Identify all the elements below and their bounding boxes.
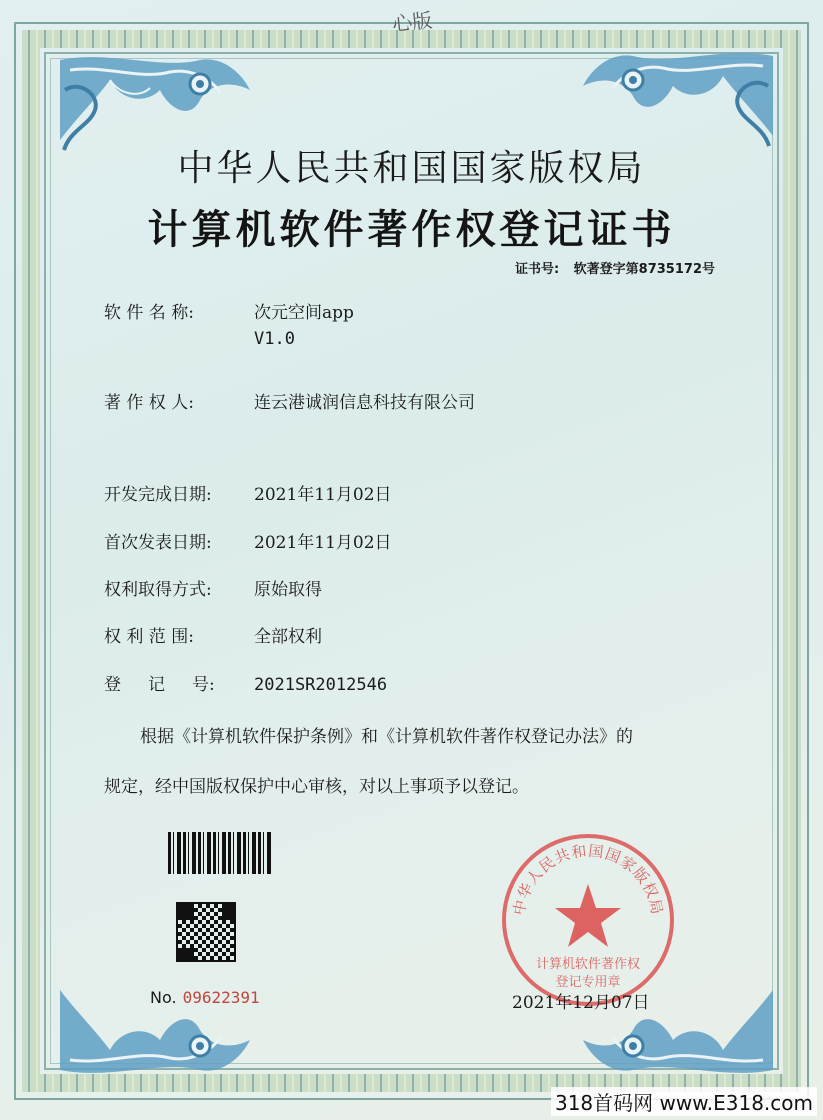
field-development-date — [104, 482, 392, 508]
field-value: 全部权利 — [254, 627, 322, 647]
site-watermark: 318首码网 www.E318.com — [551, 1087, 817, 1116]
field-label: 软 件 名 称: — [104, 303, 194, 323]
field-label: 著 作 权 人: — [104, 393, 194, 413]
issuer-title: 中华人民共和国国家版权局 — [177, 148, 646, 189]
field-registration-number — [104, 672, 387, 698]
issue-date: 2021年12月07日 — [512, 993, 650, 1013]
software-version: V1.0 — [254, 329, 295, 349]
field-label: 开发完成日期: — [104, 485, 212, 505]
field-acquisition-method — [104, 577, 322, 603]
barcode — [168, 832, 272, 874]
field-label: 权利取得方式: — [104, 580, 212, 600]
field-value — [254, 300, 354, 352]
field-label: 权 利 范 围: — [104, 627, 194, 647]
field-publication-date — [104, 530, 392, 556]
certificate-number-value: 软著登字第8735172号 — [573, 262, 715, 277]
field-value: 2021年11月02日 — [254, 533, 392, 553]
qr-code — [176, 902, 236, 962]
field-value: 原始取得 — [254, 580, 322, 600]
corner-ornament-bottom-left — [50, 950, 260, 1080]
field-copyright-owner — [104, 390, 475, 416]
statement — [104, 712, 744, 812]
official-seal — [500, 832, 676, 1008]
seal-arc-text: 中华人民共和国国家版权局 — [509, 841, 667, 917]
field-value: 连云港诚润信息科技有限公司 — [254, 393, 475, 413]
field-value: 2021SR2012546 — [254, 675, 388, 695]
field-software-name — [104, 300, 354, 352]
serial-label: No. — [150, 988, 177, 1007]
certificate-number-label: 证书号: — [514, 262, 560, 277]
software-name: 次元空间app — [254, 303, 354, 323]
field-label: 首次发表日期: — [104, 533, 212, 553]
field-label: 登 记 号: — [104, 675, 215, 695]
field-rights-scope — [104, 624, 322, 650]
serial-number — [150, 988, 260, 1007]
serial-value: 09622391 — [182, 988, 260, 1007]
certificate-title: 计算机软件著作权登记证书 — [147, 206, 676, 253]
field-value: 2021年11月02日 — [254, 485, 392, 505]
seal-inner-line-1: 计算机软件著作权 — [535, 957, 641, 972]
statement-line-1: 根据《计算机软件保护条例》和《计算机软件著作权登记办法》的 — [140, 727, 633, 747]
seal-inner-line-2: 登记专用章 — [555, 975, 621, 990]
certificate-number — [515, 258, 715, 277]
statement-line-2: 规定，经中国版权保护中心审核，对以上事项予以登记。 — [104, 777, 529, 797]
handwritten-note: 心版 — [391, 7, 434, 37]
